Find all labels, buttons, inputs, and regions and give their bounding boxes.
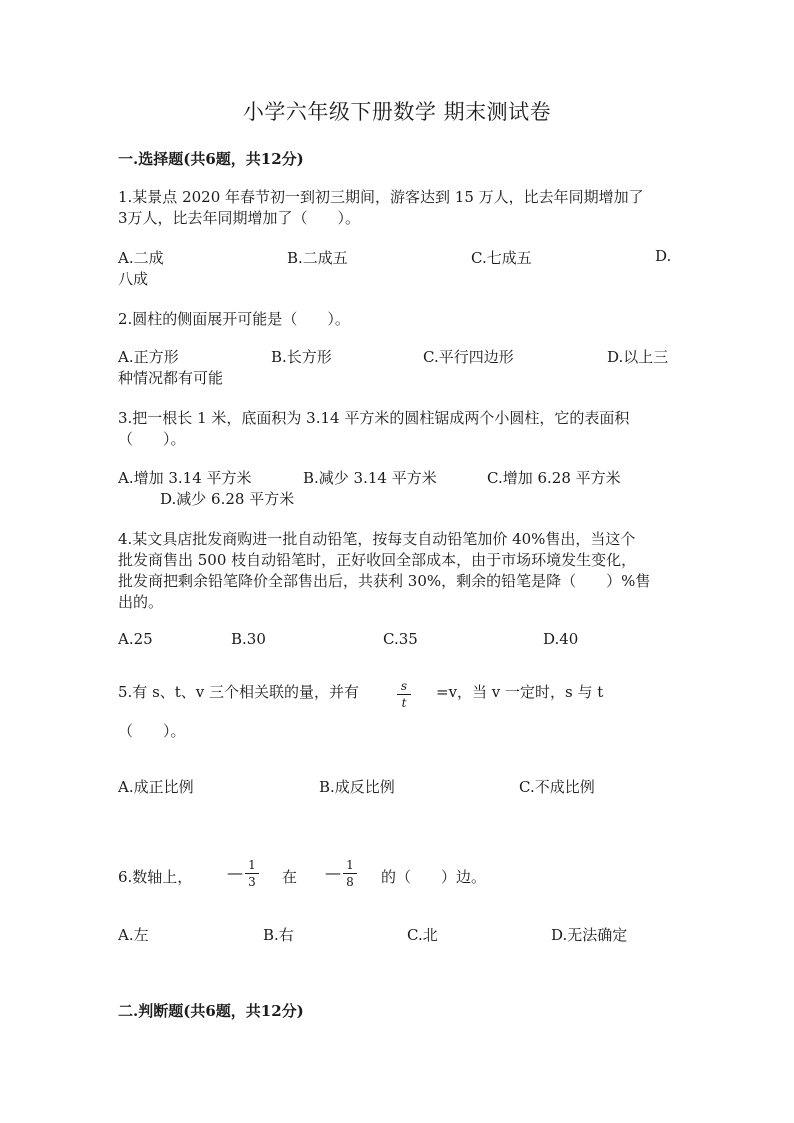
question-5-fraction <box>397 679 411 710</box>
question-2-option-d-cont: 种情况都有可能 <box>118 369 224 387</box>
question-6-suffix: 的（ ）边。 <box>381 868 487 886</box>
section-heading-choice: 一.选择题(共6题，共12分) <box>118 150 304 168</box>
fraction-denominator: 8 <box>346 875 354 889</box>
fraction-numerator: s <box>400 679 408 693</box>
question-1-option-c[interactable]: C.七成五 <box>471 249 532 267</box>
question-6-fraction-1 <box>245 858 259 889</box>
question-5-option-c[interactable]: C.不成比例 <box>519 778 595 796</box>
question-1-line-2: 3万人，比去年同期增加了（ ）。 <box>118 209 361 227</box>
question-1-option-d-cont: 八成 <box>118 270 149 288</box>
question-1-option-d[interactable]: D. <box>655 247 672 265</box>
question-6-option-c[interactable]: C.北 <box>407 926 438 944</box>
question-5-line-c: （ ）。 <box>118 722 186 740</box>
question-4-option-c[interactable]: C.35 <box>383 630 418 648</box>
question-3-option-b[interactable]: B.减少 3.14 平方米 <box>303 469 437 487</box>
question-3-option-a[interactable]: A.增加 3.14 平方米 <box>118 469 252 487</box>
question-1-line-1: 1.某景点 2020 年春节初一到初三期间，游客达到 15 万人，比去年同期增加了 <box>118 188 644 206</box>
question-6-mid: 在 <box>282 868 298 886</box>
question-5-option-b[interactable]: B.成反比例 <box>319 778 395 796</box>
page-title: 小学六年级下册数学 期末测试卷 <box>242 100 552 124</box>
question-6-prefix: 6.数轴上， <box>118 868 193 886</box>
question-4-option-a[interactable]: A.25 <box>118 630 153 648</box>
question-4-line-2: 批发商售出 500 枝自动铅笔时，正好收回全部成本，由于市场环境发生变化， <box>118 551 637 569</box>
question-5-line-a: 5.有 s、t、v 三个相关联的量，并有 <box>118 683 360 701</box>
question-5-line-b: =v，当 v 一定时，s 与 t <box>436 683 604 701</box>
question-2-line-1: 2.圆柱的侧面展开可能是（ ）。 <box>118 310 350 328</box>
fraction-denominator: 3 <box>248 875 256 889</box>
question-3-line-2: （ ）。 <box>118 430 186 448</box>
question-1-option-b[interactable]: B.二成五 <box>287 249 348 267</box>
question-2-option-a[interactable]: A.正方形 <box>118 348 179 366</box>
question-6-option-a[interactable]: A.左 <box>118 926 149 944</box>
question-3-option-c[interactable]: C.增加 6.28 平方米 <box>487 469 621 487</box>
fraction-bar <box>245 873 259 874</box>
question-6-option-b[interactable]: B.右 <box>263 926 294 944</box>
section-heading-judgment: 二.判断题(共6题，共12分) <box>118 1002 304 1020</box>
minus-sign-1: — <box>227 863 243 882</box>
fraction-bar <box>343 873 357 874</box>
question-6-option-d[interactable]: D.无法确定 <box>551 926 628 944</box>
question-4-option-b[interactable]: B.30 <box>231 630 266 648</box>
question-4-option-d[interactable]: D.40 <box>543 630 579 648</box>
question-2-option-b[interactable]: B.长方形 <box>271 348 332 366</box>
question-1-option-a[interactable]: A.二成 <box>118 249 164 267</box>
question-2-option-d[interactable]: D.以上三 <box>607 348 669 366</box>
minus-sign-2: — <box>325 863 341 882</box>
question-4-line-1: 4.某文具店批发商购进一批自动铅笔，按每支自动铅笔加价 40%售出，当这个 <box>118 530 636 548</box>
fraction-denominator: t <box>401 696 407 710</box>
question-4-line-4: 出的。 <box>118 593 164 611</box>
fraction-numerator: 1 <box>346 858 354 872</box>
question-6-fraction-2 <box>343 858 357 889</box>
question-3-option-d[interactable]: D.减少 6.28 平方米 <box>160 490 295 508</box>
question-4-line-3: 批发商把剩余铅笔降价全部售出后，共获利 30%，剩余的铅笔是降（ ）%售 <box>118 572 651 590</box>
question-3-line-1: 3.把一根长 1 米，底面积为 3.14 平方米的圆柱锯成两个小圆柱，它的表面积 <box>118 409 630 427</box>
fraction-bar <box>397 694 411 695</box>
question-2-option-c[interactable]: C.平行四边形 <box>423 348 514 366</box>
fraction-numerator: 1 <box>248 858 256 872</box>
question-5-option-a[interactable]: A.成正比例 <box>118 778 194 796</box>
